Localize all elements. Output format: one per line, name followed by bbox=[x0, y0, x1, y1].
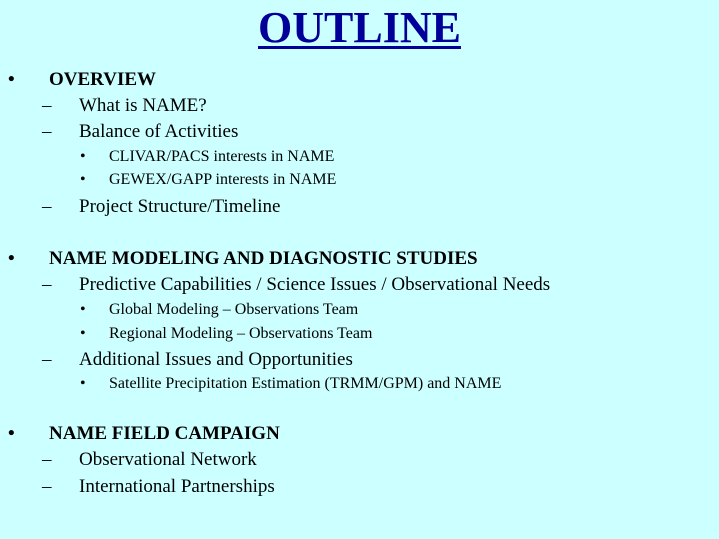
dash-marker: – bbox=[42, 95, 52, 116]
dash-marker: – bbox=[42, 349, 52, 370]
outline-item-text: Project Structure/Timeline bbox=[79, 196, 281, 217]
bullet-marker: • bbox=[80, 148, 86, 165]
section-heading-text: NAME MODELING AND DIAGNOSTIC STUDIES bbox=[49, 248, 478, 269]
outline-item-text: Predictive Capabilities / Science Issues / Observational Needs bbox=[79, 274, 551, 295]
dash-marker: – bbox=[42, 121, 52, 142]
dash-marker: – bbox=[42, 196, 52, 217]
outline-item-text: What is NAME? bbox=[79, 95, 207, 116]
dash-marker: – bbox=[42, 476, 52, 497]
outline-subitem-text: GEWEX/GAPP interests in NAME bbox=[109, 171, 337, 188]
bullet-marker: • bbox=[80, 325, 86, 342]
bullet-marker: • bbox=[80, 301, 86, 318]
bullet-marker: • bbox=[80, 375, 86, 392]
outline-subitem-text: Regional Modeling – Observations Team bbox=[109, 325, 373, 342]
section-heading-text: OVERVIEW bbox=[49, 69, 157, 90]
bullet-marker: • bbox=[8, 248, 15, 269]
outline-subitem-text: Global Modeling – Observations Team bbox=[109, 301, 359, 318]
outline-item-text: Balance of Activities bbox=[79, 121, 239, 142]
outline-item-text: Observational Network bbox=[79, 449, 257, 470]
bullet-marker: • bbox=[80, 171, 86, 188]
outline-subitem-text: CLIVAR/PACS interests in NAME bbox=[109, 148, 335, 165]
dash-marker: – bbox=[42, 449, 52, 470]
outline-item-text: Additional Issues and Opportunities bbox=[79, 349, 353, 370]
outline-subitem-text: Satellite Precipitation Estimation (TRMM/GPM) and NAME bbox=[109, 375, 502, 392]
dash-marker: – bbox=[42, 274, 52, 295]
bullet-marker: • bbox=[8, 423, 15, 444]
section-heading-text: NAME FIELD CAMPAIGN bbox=[49, 423, 280, 444]
outline-item-text: International Partnerships bbox=[79, 476, 275, 497]
slide-title: OUTLINE bbox=[258, 3, 461, 52]
bullet-marker: • bbox=[8, 69, 15, 90]
